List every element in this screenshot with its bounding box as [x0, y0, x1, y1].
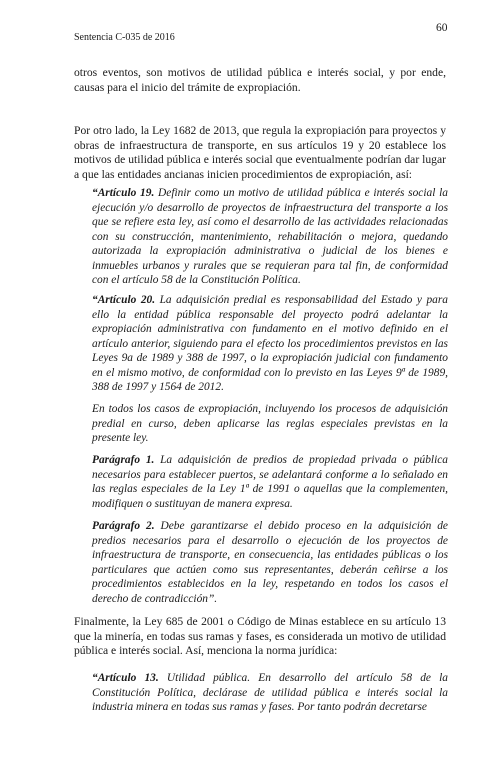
body-paragraph-3: Finalmente, la Ley 685 de 2001 o Código de Minas establece en su artículo 13 que la minería, en todas sus ramas y fases, es considerada un motivo de utilidad pública e interés social. Así, menciona la norma jurídica: — [74, 615, 446, 657]
quote-article-20 — [92, 293, 448, 395]
page-number: 60 — [436, 22, 448, 34]
quote-article-19 — [92, 186, 448, 288]
quote-paragrafo-1 — [92, 453, 448, 511]
quote-article-13-text: Utilidad pública. En desarrollo del artículo 58 de la Constitución Política, declárase de utilidad pública e interés social la industria minera en todas sus ramas y fases. Por tanto podrán decretarse — [92, 672, 448, 713]
quote-paragrafo-1-heading: Parágrafo 1. — [92, 454, 155, 466]
quote-article-20-text: La adquisición predial es responsabilidad del Estado y para ello la entidad pública responsable del proyecto podrá adelantar la expropiación administrativa con fundamento en el motivo definido en el artículo anterior, siguiendo para el efecto los procedimientos previstos en las Leyes 9a de 1989 y 388 de 1997, o la expropiación judicial con fundamento en el mismo motivo, de conformidad con lo previsto en las Leyes 9ª de 1989, 388 de 1997 y 1564 de 2012. — [92, 294, 448, 393]
quote-paragrafo-2-text: Debe garantizarse el debido proceso en la adquisición de predios necesarios para el desarrollo o ejecución de los proyectos de infraestructura de transporte, en consecuencia, las entidades públicas o los particulares que actúen como sus representantes, deberán ceñirse a los procedimientos establecidos en la ley, respetando en todos los casos el derecho de contradicción”. — [92, 520, 448, 605]
quote-paragrafo-1-text: La adquisición de predios de propiedad privada o pública necesarios para establecer puertos, se adelantará conforme a lo señalado en las reglas especiales de la Ley 1ª de 1991 o aquellas que la complementen, modifiquen o sustituyan de manera expresa. — [92, 454, 448, 510]
quote-article-20-paragraph-2: En todos los casos de expropiación, incluyendo los procesos de adquisición predial en curso, deben aplicarse las reglas especiales previstas en la presente ley. — [92, 403, 448, 444]
quote-article-19-text: Definir como un motivo de utilidad pública e interés social la ejecución y/o desarrollo de proyectos de infraestructura del transporte a los que se refiere esta ley, así como el desarrollo de las actividades relacionadas con su construcción, mantenimiento, rehabilitación o mejora, quedando autorizada la expropiación administrativa o judicial de los bienes e inmuebles urbanos y rurales que se requieran para tal fin, de conformidad con el artículo 58 de la Constitución Política. — [92, 187, 448, 286]
body-paragraph-1: otros eventos, son motivos de utilidad pública e interés social, y por ende, causas para el inicio del trámite de expropiación. — [74, 66, 446, 94]
quote-paragrafo-2 — [92, 519, 448, 606]
body-paragraph-2: Por otro lado, la Ley 1682 de 2013, que regula la expropiación para proyectos y obras de infraestructura de transporte, en sus artículos 19 y 20 establece los motivos de utilidad pública e interés social que eventualmente podrían dar lugar a que las entidades ancianas inicien procedimientos de expropiación, así: — [74, 124, 446, 181]
quote-article-13-heading: “Artículo 13. — [92, 672, 159, 684]
quote-article-13 — [92, 671, 448, 715]
quote-article-19-heading: “Artículo 19. — [92, 187, 155, 199]
running-header: Sentencia C-035 de 2016 — [74, 32, 175, 43]
quote-paragrafo-2-heading: Parágrafo 2. — [92, 520, 155, 532]
quote-article-20-heading: “Artículo 20. — [92, 294, 156, 306]
